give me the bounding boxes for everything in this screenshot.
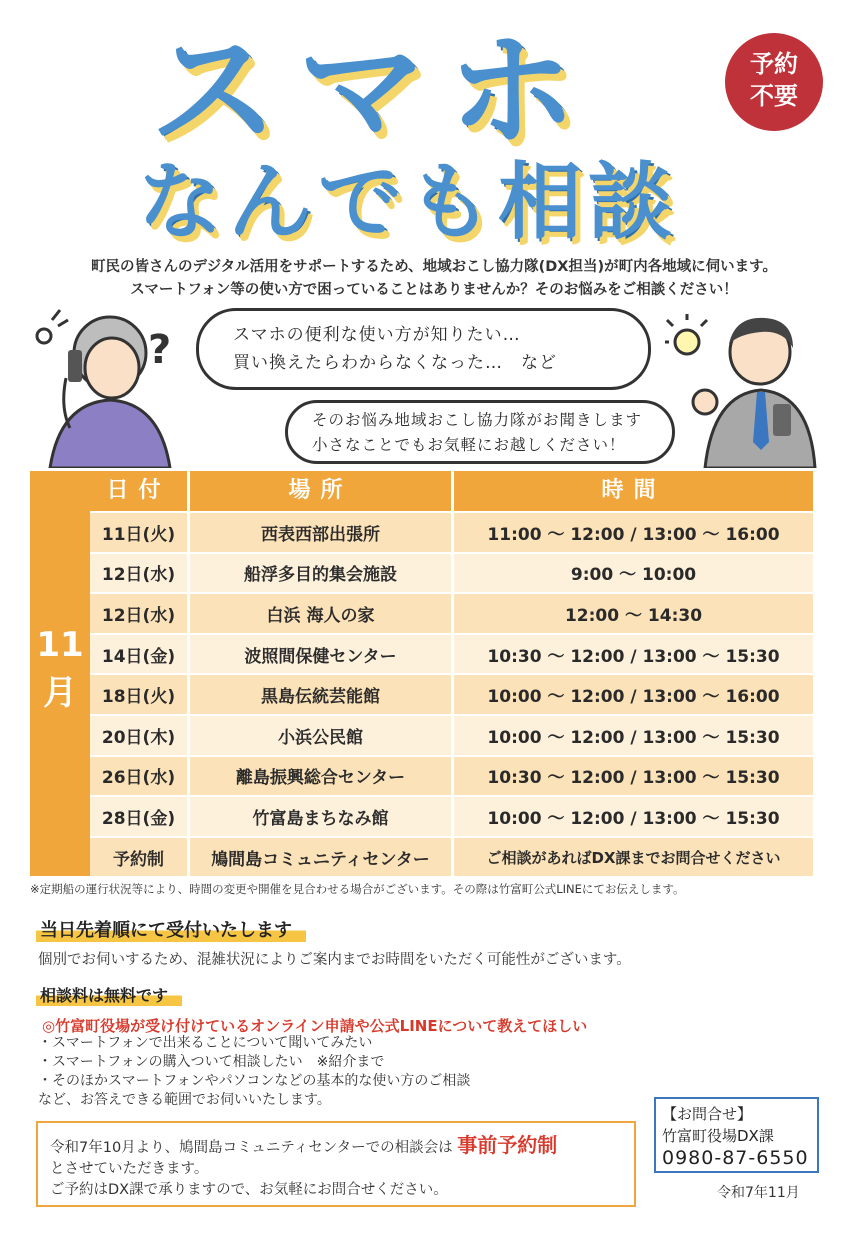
contact-org: 竹富町役場DX課 xyxy=(662,1127,774,1145)
row-date: 14日(金) xyxy=(90,635,190,674)
schedule-table xyxy=(90,511,813,876)
bubble-left-line2: 買い換えたらわからなくなった… など xyxy=(233,353,557,373)
row-date: 11日(火) xyxy=(90,513,190,552)
row-date: 28日(金) xyxy=(90,797,190,836)
month-label xyxy=(30,471,90,876)
notice-emphasis: 事前予約制 xyxy=(457,1133,558,1157)
intro-line1: 町民の皆さんのデジタル活用をサポートするため、地域おこし協力隊(DX担当)が町内各地域に伺います。 xyxy=(91,259,777,275)
row-date: 12日(水) xyxy=(90,554,190,593)
no-reservation-badge xyxy=(725,33,823,131)
notice-pre: 令和7年10月より、鳩間島コミュニティセンターでの相談会は xyxy=(50,1140,453,1156)
contact-phone: 0980-87-6550 xyxy=(662,1147,809,1169)
table-row xyxy=(90,714,813,755)
row-place: 波照間保健センター xyxy=(190,635,454,674)
highlight-item: ◎竹富町役場が受け付けているオンライン申請や公式LINEについて教えてほしい xyxy=(42,1017,588,1035)
schedule-header xyxy=(90,471,813,511)
row-time: 12:00 ～ 14:30 xyxy=(564,605,703,626)
intro-line2: スマートフォン等の使い方で困っていることはありませんか？そのお悩みをご相談ください！ xyxy=(130,282,738,298)
speech-bubble-question xyxy=(196,308,651,390)
topic-list xyxy=(38,1034,470,1110)
contact-label: 【お問合せ】 xyxy=(662,1105,753,1123)
table-row xyxy=(90,511,813,552)
title-line1: スマホ xyxy=(150,17,598,166)
row-date: 12日(水) xyxy=(90,594,190,633)
table-row xyxy=(90,592,813,633)
row-time: 10:30 ～ 12:00 / 13:00 ～ 15:30 xyxy=(487,646,780,667)
table-row xyxy=(90,673,813,714)
header-date: 日付 xyxy=(90,471,190,511)
bubble-right-line1: そのお悩み地域おこし協力隊がお聞きします xyxy=(312,411,643,429)
row-time: 9:00 ～ 10:00 xyxy=(570,565,697,586)
issue-date: 令和7年11月 xyxy=(717,1185,800,1201)
table-row xyxy=(90,795,813,836)
list-item: ・スマートフォンの購入ついて相談したい ※紹介まで xyxy=(38,1054,385,1070)
elder-illustration xyxy=(30,308,200,468)
row-time: 11:00 ～ 12:00 / 13:00 ～ 16:00 xyxy=(487,524,780,545)
svg-text:?: ? xyxy=(148,327,172,373)
row-date: 18日(火) xyxy=(90,675,190,714)
list-item: など、お答えできる範囲でお伺いいたします。 xyxy=(38,1092,331,1108)
row-place: 白浜 海人の家 xyxy=(190,594,454,633)
row-place: 鳩間島コミュニティセンター xyxy=(190,838,454,877)
month-number: 11 xyxy=(36,625,84,665)
table-row xyxy=(90,633,813,674)
schedule-footnote: ※定期船の運行状況等により、時間の変更や開催を見合わせる場合がございます。その際は竹富町公式LINEにてお伝えします。 xyxy=(30,882,685,896)
row-time: 10:00 ～ 12:00 / 13:00 ～ 16:00 xyxy=(487,687,780,708)
row-place: 小浜公民館 xyxy=(190,716,454,755)
row-time: 10:00 ～ 12:00 / 13:00 ～ 15:30 xyxy=(487,727,780,748)
row-place: 離島振興総合センター xyxy=(190,757,454,796)
row-place: 竹富島まちなみ館 xyxy=(190,797,454,836)
notice-line3: ご予約はDX課で承りますので、お気軽にお問合せください。 xyxy=(50,1182,448,1198)
speech-bubble-answer xyxy=(285,400,675,464)
list-item: ・スマートフォンで出来ることについて聞いてみたい xyxy=(38,1035,373,1051)
row-date: 26日(水) xyxy=(90,757,190,796)
row-place: 西表西部出張所 xyxy=(190,513,454,552)
table-row xyxy=(90,836,813,877)
row-place: 船浮多目的集会施設 xyxy=(190,554,454,593)
row-time: ご相談があればDX課までお問合せください xyxy=(486,848,781,867)
badge-line2: 不要 xyxy=(750,82,798,110)
first-come-text: 個別でお伺いするため、混雑状況によりご案内までお時間をいただく可能性がございます。 xyxy=(38,952,631,968)
row-time: 10:30 ～ 12:00 / 13:00 ～ 15:30 xyxy=(487,768,780,789)
title-line2: なんでも相談 xyxy=(138,153,679,251)
row-date: 20日(木) xyxy=(90,716,190,755)
table-row xyxy=(90,755,813,796)
table-row xyxy=(90,552,813,593)
bubble-left-line1: スマホの便利な使い方が知りたい… xyxy=(233,325,521,345)
first-come-heading: 当日先着順にて受付いたします xyxy=(36,916,306,942)
badge-line1: 予約 xyxy=(750,50,798,78)
reservation-notice xyxy=(36,1121,636,1207)
header-time: 時間 xyxy=(601,478,666,503)
row-date: 予約制 xyxy=(90,838,190,877)
notice-line2: とさせていただきます。 xyxy=(50,1161,209,1177)
header-place: 場所 xyxy=(190,471,454,511)
row-place: 黒島伝統芸能館 xyxy=(190,675,454,714)
bubble-right-line2: 小さなことでもお気軽にお越しください！ xyxy=(312,436,626,454)
list-item: ・そのほかスマートフォンやパソコンなどの基本的な使い方のご相談 xyxy=(38,1073,471,1089)
row-time: 10:00 ～ 12:00 / 13:00 ～ 15:30 xyxy=(487,808,780,829)
free-fee-heading: 相談料は無料です xyxy=(36,983,182,1006)
staff-illustration xyxy=(665,312,825,468)
contact-box xyxy=(654,1097,819,1173)
month-suffix: 月 xyxy=(43,673,77,713)
intro-text xyxy=(0,256,868,302)
